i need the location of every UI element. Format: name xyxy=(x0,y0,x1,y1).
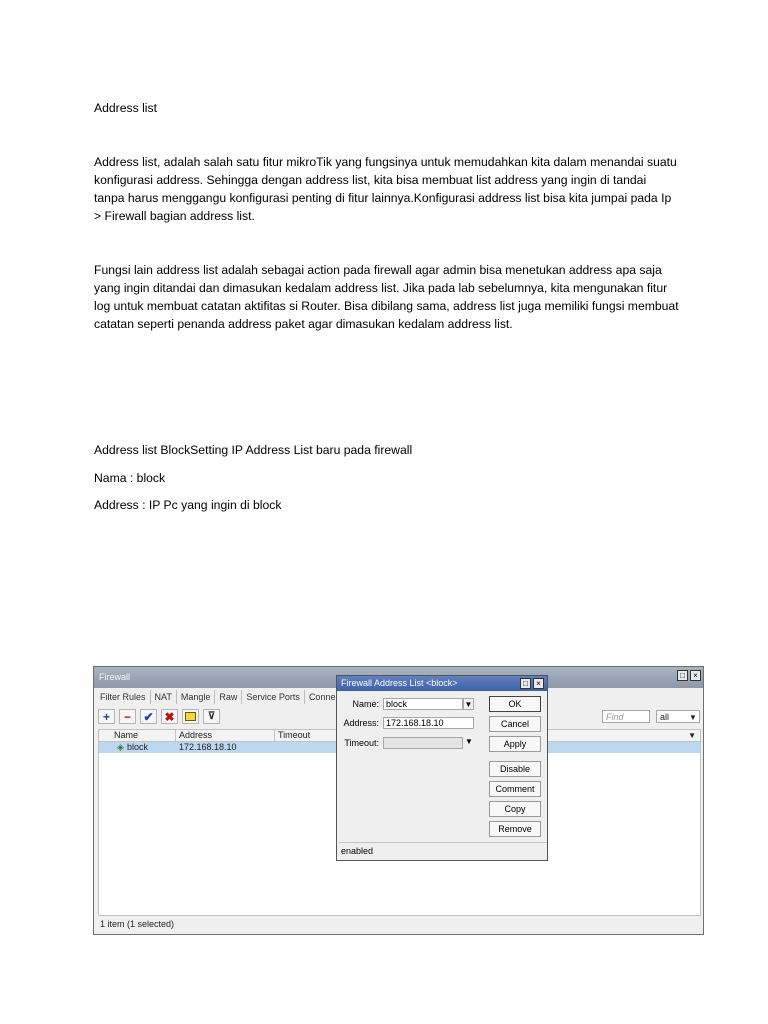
firewall-toolbar xyxy=(98,709,220,724)
tab-mangle[interactable]: Mangle xyxy=(177,690,216,704)
tab-connections[interactable]: Conne xyxy=(305,690,341,704)
column-name[interactable]: Name xyxy=(114,730,139,740)
address-list-dialog xyxy=(336,675,548,861)
address-list-item-icon: ◈ xyxy=(117,742,124,752)
dialog-title: Firewall Address List <block> xyxy=(341,678,458,688)
enable-check-icon[interactable]: ✔ xyxy=(140,709,157,724)
dialog-status: enabled xyxy=(339,842,547,859)
copy-button[interactable]: Copy xyxy=(489,801,541,817)
timeout-label: Timeout: xyxy=(344,738,379,748)
doc-subheading: Address list BlockSetting IP Address List baru pada firewall xyxy=(94,443,413,458)
column-address[interactable]: Address xyxy=(175,730,271,741)
remove-icon[interactable]: − xyxy=(119,709,136,724)
tab-nat[interactable]: NAT xyxy=(151,690,177,704)
cancel-button[interactable]: Cancel xyxy=(489,716,541,732)
row-name: block xyxy=(127,742,149,752)
address-label: Address: xyxy=(343,718,379,728)
timeout-field[interactable] xyxy=(383,737,463,749)
tab-service-ports[interactable]: Service Ports xyxy=(242,690,305,704)
chevron-down-icon: ▼ xyxy=(689,713,697,722)
name-label: Name: xyxy=(352,699,379,709)
ok-button[interactable]: OK xyxy=(489,696,541,712)
maximize-icon[interactable]: □ xyxy=(520,678,531,689)
close-icon[interactable]: × xyxy=(690,670,701,681)
doc-paragraph-2: Fungsi lain address list adalah sebagai action pada firewall agar admin bisa menetukan address apa saja yang ingin ditandai dan dimasukan kedalam address list. Jika pada lab sebelumnya, kita mengunakan fitur log untuk membuat catatan aktifitas si Router. Bisa dibilang sama, address list juga memiliki fungsi membuat catatan seperti penanda address paket agar dimasukan kedalam address list. xyxy=(94,263,679,332)
doc-title: Address list xyxy=(94,101,157,116)
maximize-icon[interactable]: □ xyxy=(677,670,688,681)
add-icon[interactable]: + xyxy=(98,709,115,724)
firewall-tabs xyxy=(96,690,340,704)
doc-address-line: Address : IP Pc yang ingin di block xyxy=(94,498,282,513)
timeout-dropdown-icon[interactable]: ▼ xyxy=(465,737,473,746)
column-timeout[interactable]: Timeout xyxy=(274,730,310,741)
comment-button[interactable]: Comment xyxy=(489,781,541,797)
filter-select[interactable] xyxy=(656,710,700,723)
address-field[interactable]: 172.168.18.10 xyxy=(383,717,474,729)
disable-x-icon[interactable]: ✖ xyxy=(161,709,178,724)
firewall-window-title: Firewall xyxy=(99,672,131,682)
remove-button[interactable]: Remove xyxy=(489,821,541,837)
find-input[interactable]: Find xyxy=(602,710,650,723)
name-dropdown-icon[interactable]: ▼ xyxy=(464,700,473,709)
tab-filter-rules[interactable]: Filter Rules xyxy=(96,690,151,704)
disable-button[interactable]: Disable xyxy=(489,761,541,777)
name-field[interactable]: block xyxy=(383,698,463,710)
doc-nama-line: Nama : block xyxy=(94,471,166,486)
doc-paragraph-1: Address list, adalah salah satu fitur mikroTik yang fungsinya untuk memudahkan kita dalam menandai suatu konfigurasi address. Sehingga dengan address list, kita bisa membuat list address yang ingin di tandai tanpa harus menggangu konfigurasi penting di fitur lainnya.Konfigurasi address list bisa kita jumpai pada Ip > Firewall bagian address list. xyxy=(94,155,677,224)
filter-icon[interactable]: ⊽ xyxy=(203,709,220,724)
comment-icon[interactable] xyxy=(182,709,199,724)
filter-select-value: all xyxy=(660,712,670,722)
apply-button[interactable]: Apply xyxy=(489,736,541,752)
dialog-titlebar xyxy=(337,676,547,691)
row-address: 172.168.18.10 xyxy=(179,742,237,752)
tab-raw[interactable]: Raw xyxy=(215,690,242,704)
firewall-status: 1 item (1 selected) xyxy=(100,919,175,929)
close-icon[interactable]: × xyxy=(533,678,544,689)
column-menu-icon[interactable]: ▼ xyxy=(688,731,696,740)
